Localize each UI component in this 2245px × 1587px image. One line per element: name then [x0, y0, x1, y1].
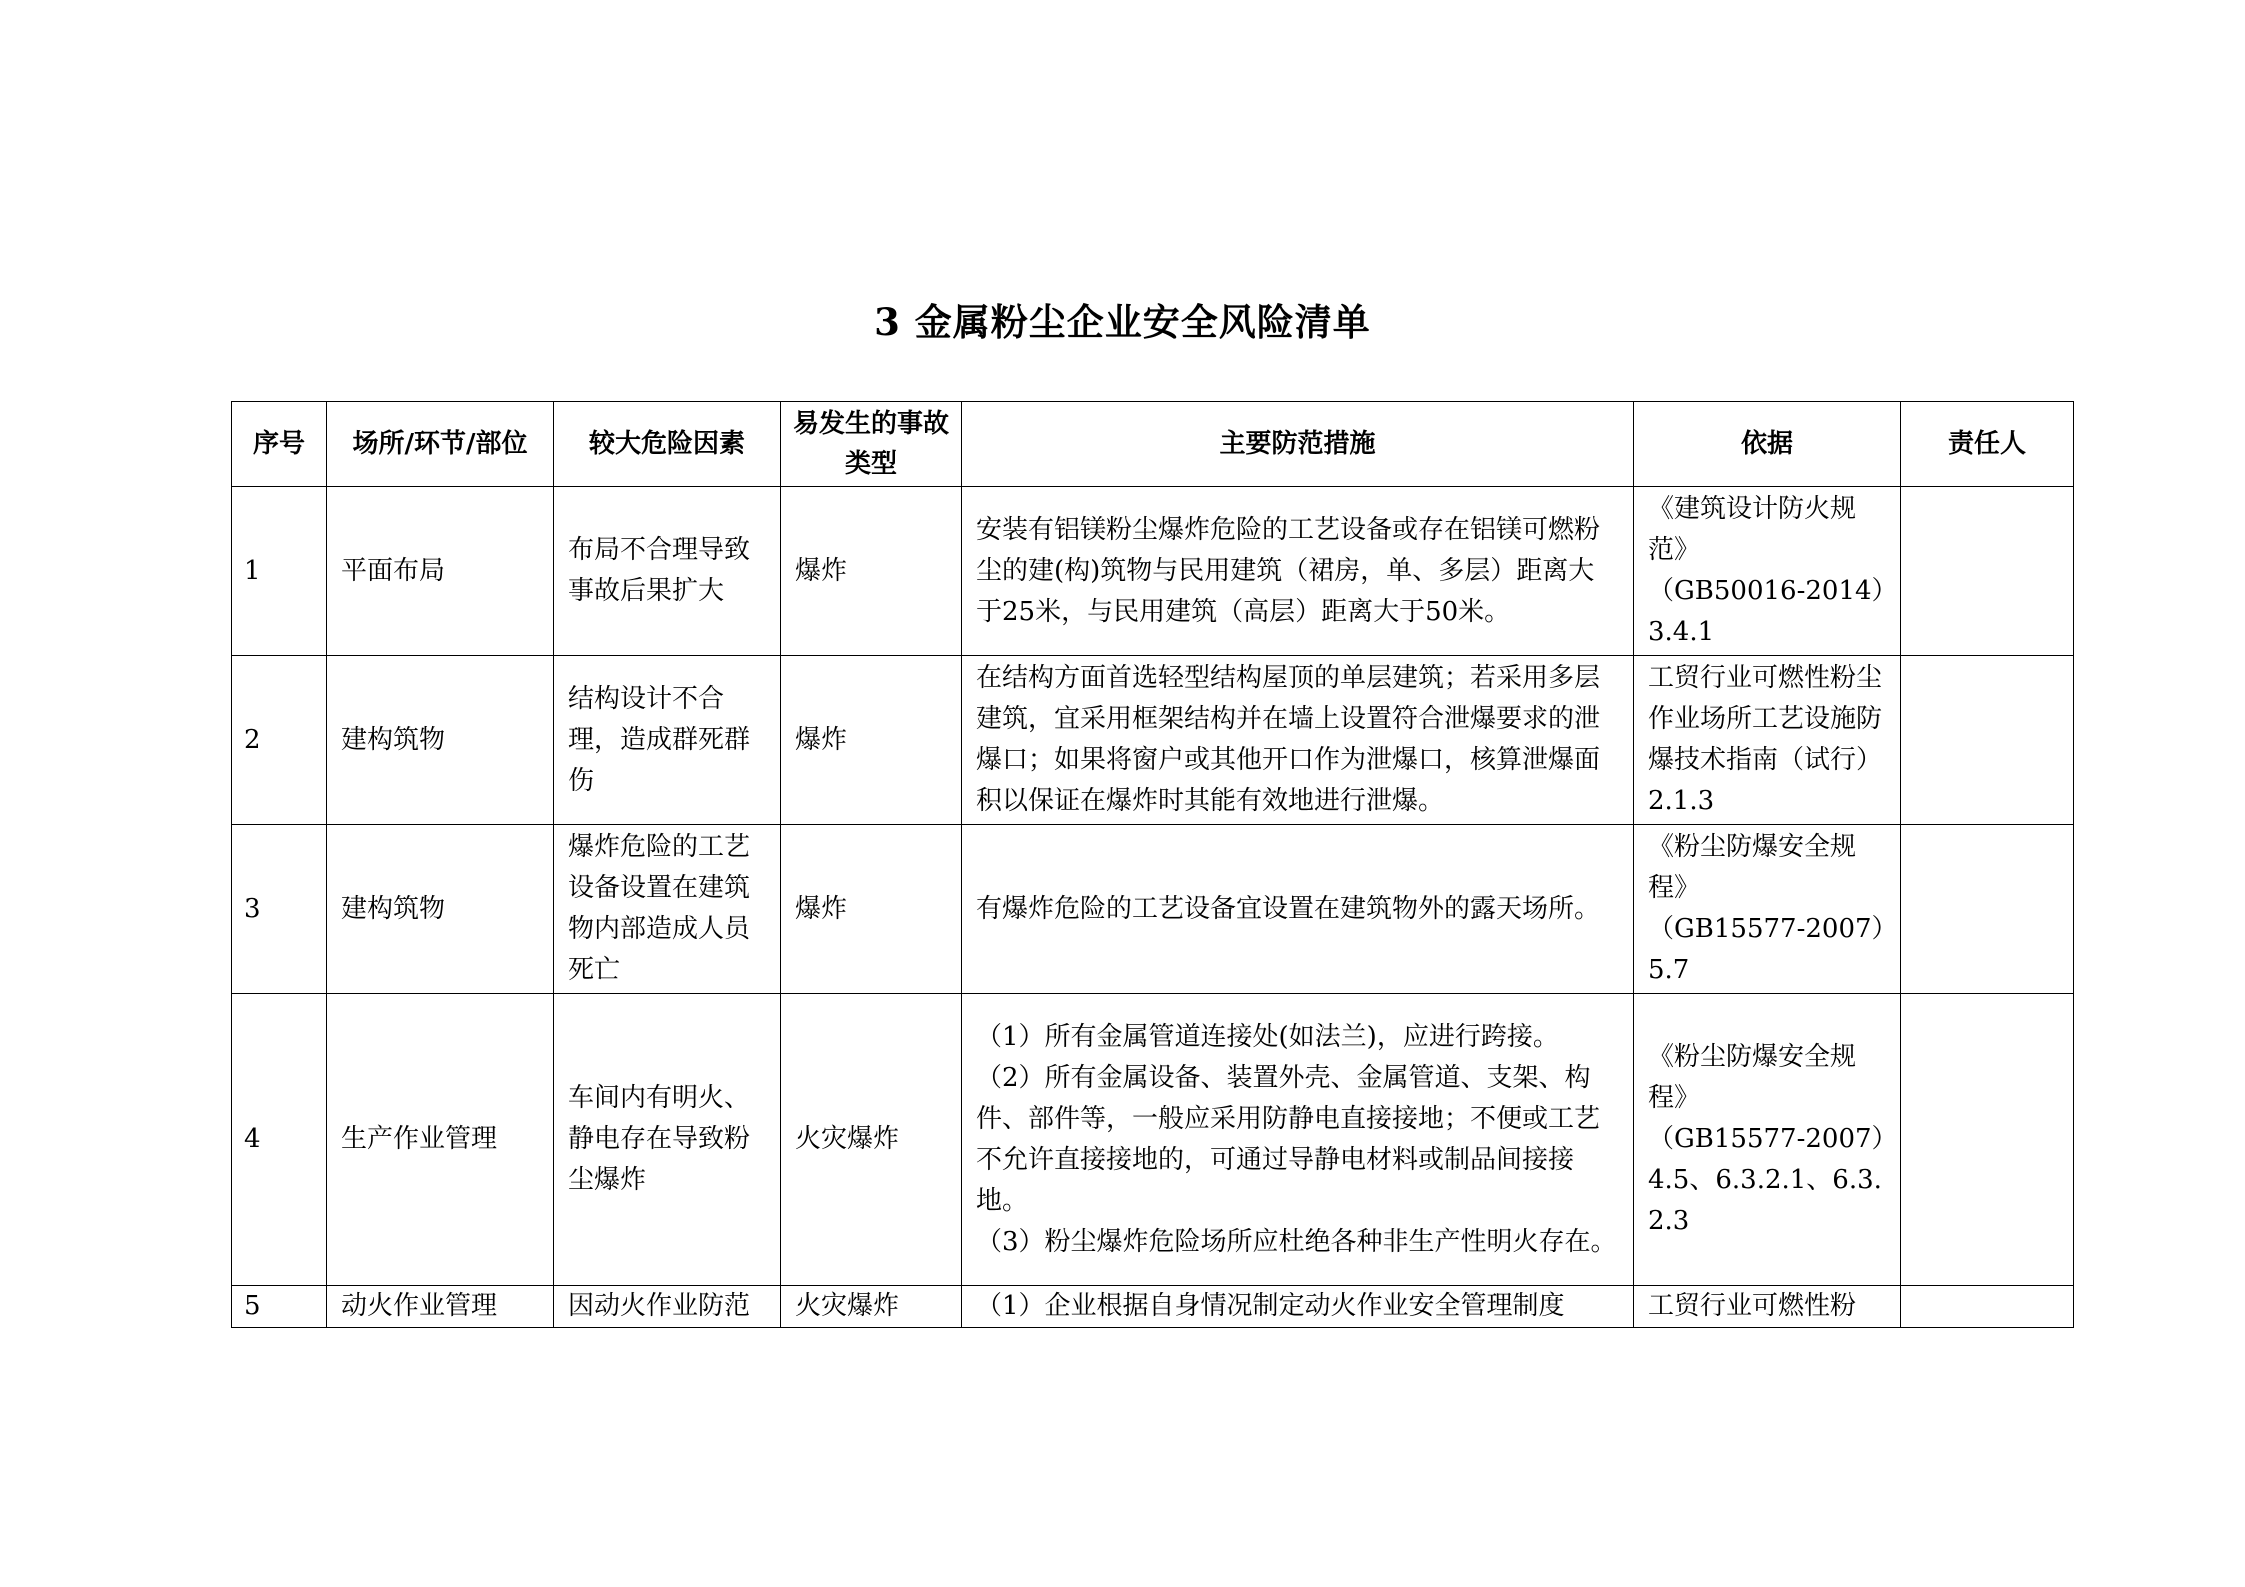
- basis-line: （GB15577-2007）: [1648, 914, 1898, 944]
- row-number: 4: [232, 994, 327, 1286]
- basis-line: 工贸行业可燃性粉: [1648, 1291, 1857, 1321]
- owner-cell: [1901, 825, 2074, 994]
- row-number: 5: [232, 1286, 327, 1328]
- table-row: [232, 487, 2074, 656]
- basis-cell: [1634, 994, 1901, 1286]
- basis-line: 《粉尘防爆安全规程》: [1648, 832, 1857, 903]
- header-cell: 较大危险因素: [554, 402, 781, 487]
- measure-line: 在结构方面首选轻型结构屋顶的单层建筑；若采用多层建筑，宜采用框架结构并在墙上设置符合泄爆要求的泄爆口；如果将窗户或其他开口作为泄爆口，核算泄爆面积以保证在爆炸时其能有效地进行泄爆。: [976, 663, 1601, 816]
- accident-type-cell: 爆炸: [781, 656, 962, 825]
- hazard-cell: 布局不合理导致事故后果扩大: [554, 487, 781, 656]
- table-row: [232, 1286, 2074, 1328]
- basis-cell: [1634, 825, 1901, 994]
- row-number: 2: [232, 656, 327, 825]
- basis-line: 《粉尘防爆安全规程》: [1648, 1042, 1857, 1113]
- measure-line: 有爆炸危险的工艺设备宜设置在建筑物外的露天场所。: [976, 893, 1601, 924]
- basis-line: （GB15577-2007）: [1648, 1124, 1898, 1154]
- accident-type-cell: 火灾爆炸: [781, 1286, 962, 1328]
- header-cell: 场所/环节/部位: [327, 402, 554, 487]
- basis-line: 4.5、6.3.2.1、6.3.2.3: [1648, 1165, 1882, 1236]
- basis-cell: [1634, 1286, 1901, 1328]
- place-cell: 动火作业管理: [327, 1286, 554, 1328]
- row-number: 1: [232, 487, 327, 656]
- basis-line: （GB50016-2014）: [1648, 576, 1898, 606]
- measure-line: （2）所有金属设备、装置外壳、金属管道、支架、构件、部件等，一般应采用防静电直接接地；不便或工艺不允许直接接地的，可通过导静电材料或制品间接接地。: [976, 1062, 1601, 1216]
- measures-cell: [962, 1286, 1634, 1328]
- place-cell: 建构筑物: [327, 656, 554, 825]
- measure-line: （3）粉尘爆炸危险场所应杜绝各种非生产性明火存在。: [976, 1226, 1617, 1257]
- row-number: 3: [232, 825, 327, 994]
- place-cell: 生产作业管理: [327, 994, 554, 1286]
- measure-line: （1）所有金属管道连接处(如法兰)，应进行跨接。: [976, 1021, 1559, 1052]
- basis-line: 3.4.1: [1648, 617, 1715, 647]
- owner-cell: [1901, 994, 2074, 1286]
- basis-cell: [1634, 656, 1901, 825]
- measures-cell: [962, 825, 1634, 994]
- header-cell: 依据: [1634, 402, 1901, 487]
- header-row: [232, 402, 2074, 487]
- hazard-cell: 结构设计不合理，造成群死群伤: [554, 656, 781, 825]
- basis-cell: [1634, 487, 1901, 656]
- accident-type-cell: 爆炸: [781, 825, 962, 994]
- owner-cell: [1901, 1286, 2074, 1328]
- accident-type-cell: 爆炸: [781, 487, 962, 656]
- header-cell: 易发生的事故类型: [781, 402, 962, 487]
- measures-cell: [962, 994, 1634, 1286]
- owner-cell: [1901, 487, 2074, 656]
- place-cell: 平面布局: [327, 487, 554, 656]
- header-cell: 序号: [232, 402, 327, 487]
- hazard-cell: 车间内有明火、静电存在导致粉尘爆炸: [554, 994, 781, 1286]
- hazard-cell: 爆炸危险的工艺设备设置在建筑物内部造成人员死亡: [554, 825, 781, 994]
- basis-line: 《建筑设计防火规范》: [1648, 494, 1857, 565]
- table-row: [232, 825, 2074, 994]
- measures-cell: [962, 487, 1634, 656]
- place-cell: 建构筑物: [327, 825, 554, 994]
- measure-line: 安装有铝镁粉尘爆炸危险的工艺设备或存在铝镁可燃粉尘的建(构)筑物与民用建筑（裙房，单、多层）距离大于25米，与民用建筑（高层）距离大于50米。: [976, 514, 1601, 627]
- measures-cell: [962, 656, 1634, 825]
- table-row: [232, 994, 2074, 1286]
- measure-line: （1）企业根据自身情况制定动火作业安全管理制度: [976, 1291, 1565, 1321]
- table-row: [232, 656, 2074, 825]
- basis-line: 5.7: [1648, 955, 1690, 985]
- basis-line: 工贸行业可燃性粉尘作业场所工艺设施防爆技术指南（试行）2.1.3: [1648, 663, 1883, 816]
- hazard-cell: 因动火作业防范: [554, 1286, 781, 1328]
- owner-cell: [1901, 656, 2074, 825]
- header-cell: 主要防范措施: [962, 402, 1634, 487]
- header-cell: 责任人: [1901, 402, 2074, 487]
- risk-table: [231, 401, 2074, 1328]
- accident-type-cell: 火灾爆炸: [781, 994, 962, 1286]
- page-title: 3 金属粉尘企业安全风险清单: [874, 300, 1371, 344]
